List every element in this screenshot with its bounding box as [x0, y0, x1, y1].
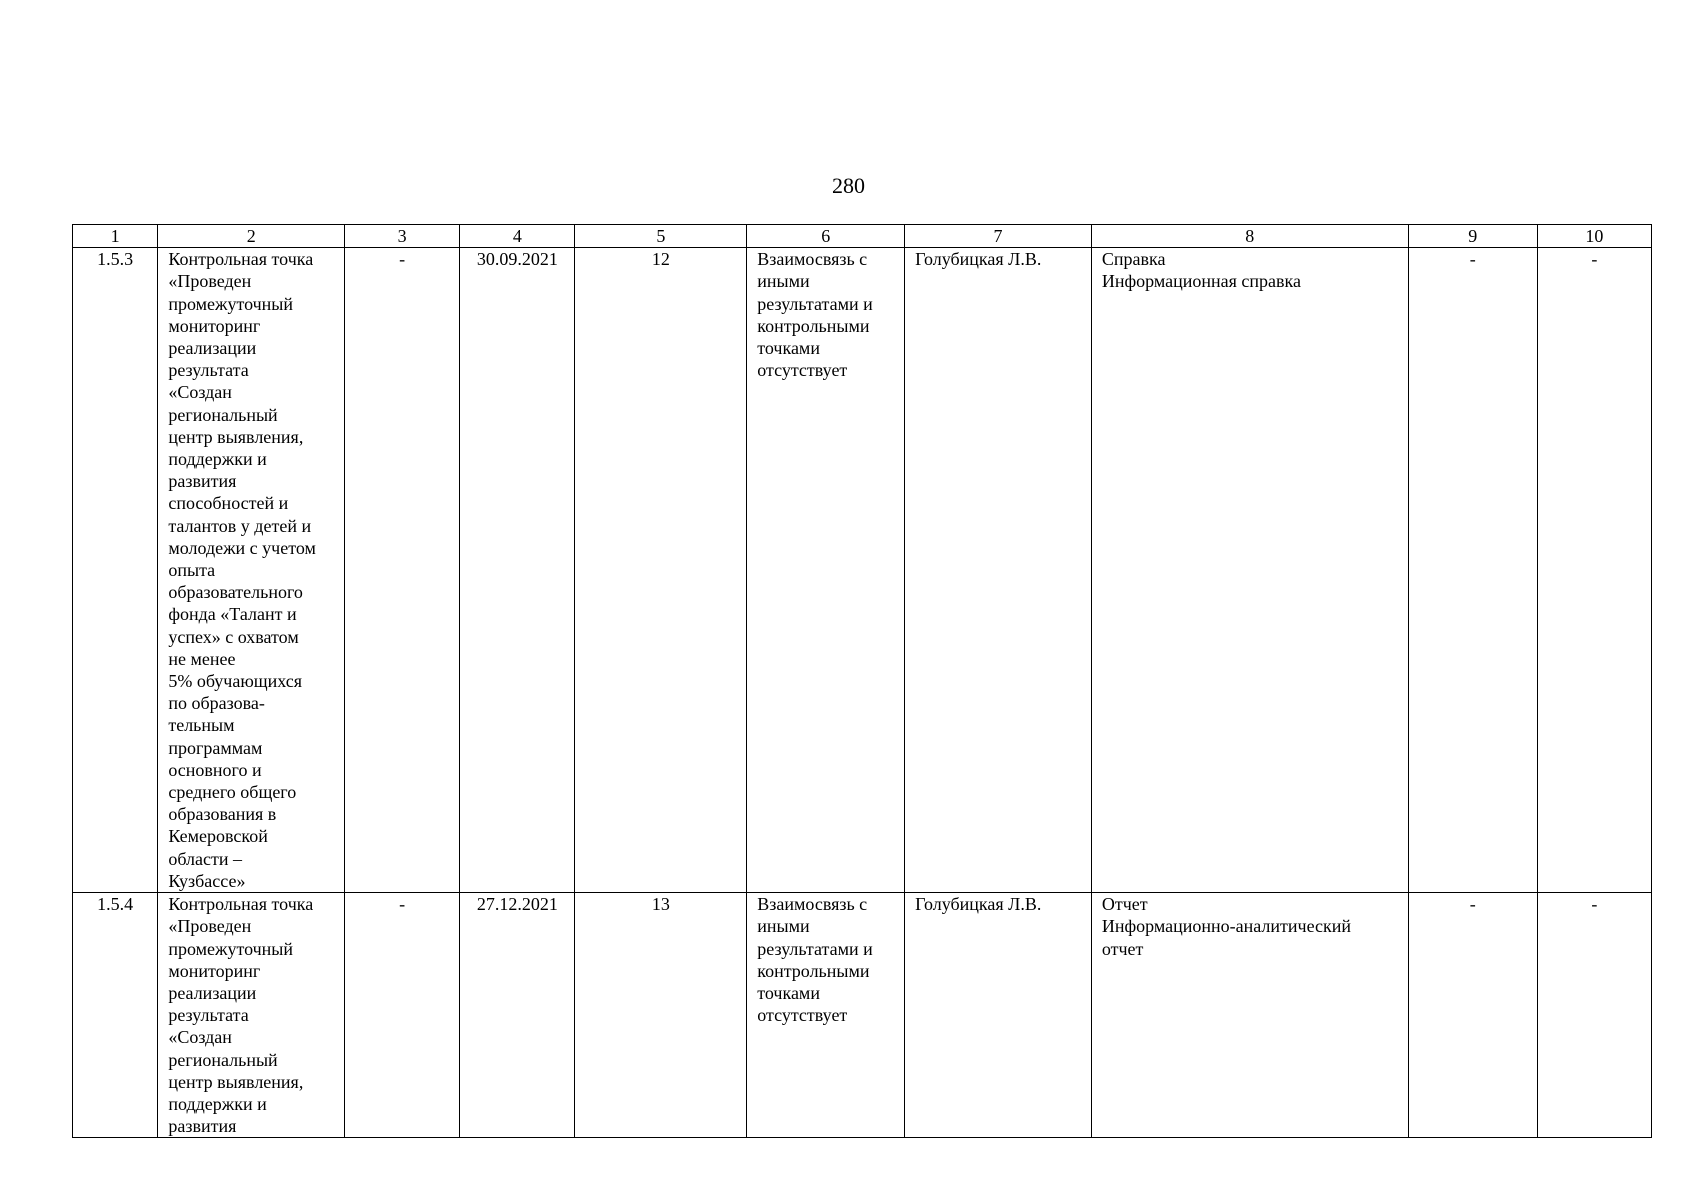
- page-number: 280: [832, 173, 865, 198]
- document-cell: Отчет Информационно-аналитический отчет: [1091, 893, 1408, 1138]
- header-cell: 1: [73, 225, 158, 248]
- responsible-cell: Голубицкая Л.В.: [905, 893, 1092, 1138]
- col9-cell: -: [1408, 248, 1537, 893]
- responsible-cell: Голубицкая Л.В.: [905, 248, 1092, 893]
- col5-cell: 12: [575, 248, 747, 893]
- control-point-title-cell: Контрольная точка «Проведен промежуточный мониторинг реализации результата «Создан региональный центр выявления, поддержки и развития: [158, 893, 345, 1138]
- date-cell: 30.09.2021: [460, 248, 575, 893]
- col9-cell: -: [1408, 893, 1537, 1138]
- header-cell: 2: [158, 225, 345, 248]
- header-cell: 10: [1537, 225, 1651, 248]
- table-header-row: [73, 225, 1652, 248]
- header-cell: 9: [1408, 225, 1537, 248]
- plan-table: [72, 224, 1652, 1138]
- col3-cell: -: [345, 893, 460, 1138]
- row-number-cell: 1.5.3: [73, 248, 158, 893]
- col10-cell: -: [1537, 893, 1651, 1138]
- row-number-cell: 1.5.4: [73, 893, 158, 1138]
- col5-cell: 13: [575, 893, 747, 1138]
- header-cell: 3: [345, 225, 460, 248]
- header-cell: 7: [905, 225, 1092, 248]
- relation-cell: Взаимосвязь с иными результатами и контрольными точками отсутствует: [747, 893, 905, 1138]
- control-point-title-cell: Контрольная точка «Проведен промежуточный мониторинг реализации результата «Создан региональный центр выявления, поддержки и развития способностей и талантов у детей и молодежи с учетом опыта образовательного фонда «Талант и успех» с охватом не менее 5% обучающихся по образова- тельным программам основного и среднего общего образования в Кемеровской области – Кузбассе»: [158, 248, 345, 893]
- col10-cell: -: [1537, 248, 1651, 893]
- header-cell: 5: [575, 225, 747, 248]
- header-cell: 6: [747, 225, 905, 248]
- document-cell: Справка Информационная справка: [1091, 248, 1408, 893]
- col3-cell: -: [345, 248, 460, 893]
- header-cell: 4: [460, 225, 575, 248]
- header-cell: 8: [1091, 225, 1408, 248]
- table-row: [73, 893, 1652, 1138]
- table-row: [73, 248, 1652, 893]
- relation-cell: Взаимосвязь с иными результатами и контрольными точками отсутствует: [747, 248, 905, 893]
- date-cell: 27.12.2021: [460, 893, 575, 1138]
